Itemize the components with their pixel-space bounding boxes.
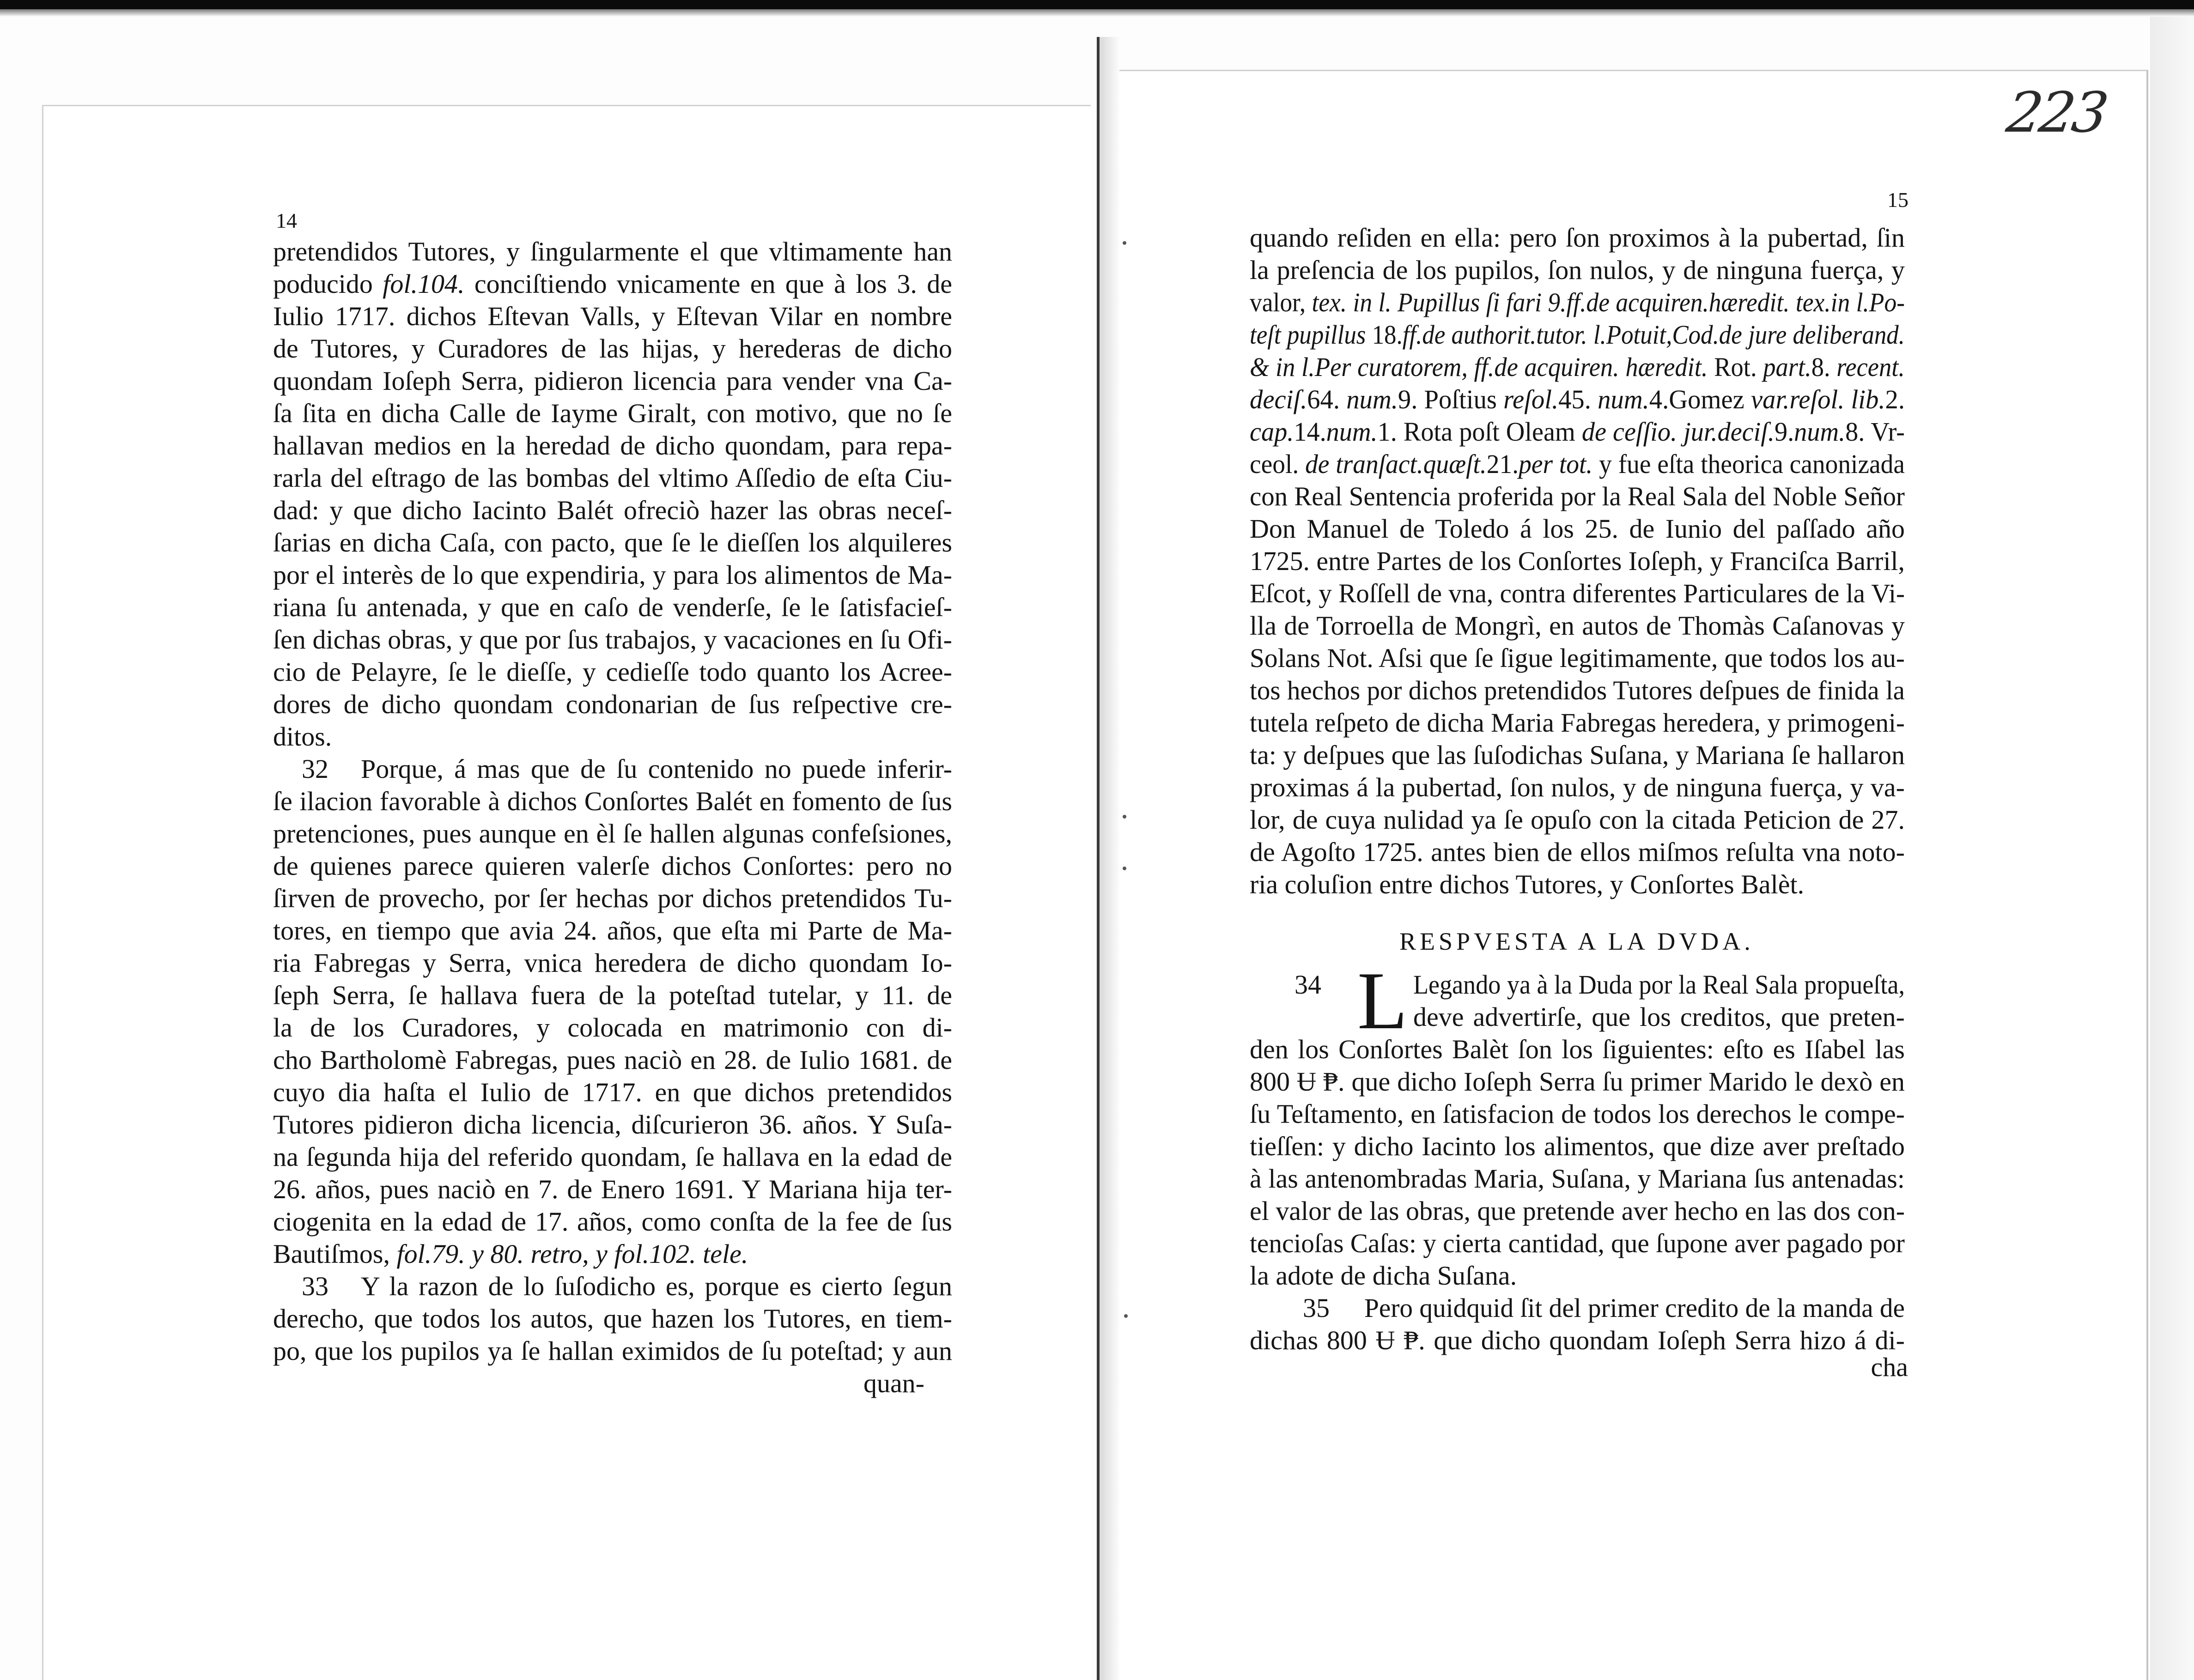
- citation-segment: & in l.Per curatorem, ff.de acquiren. hæredit.: [1250, 352, 1708, 382]
- citation-segment: per tot.: [1519, 449, 1593, 479]
- line-text: cuyo dia haſta el Iulio de 1717. en que dichos pretendidos: [273, 1077, 952, 1107]
- line-text: tieſſen: y dicho Iacinto los alimentos, que dize aver preſtado: [1250, 1131, 1905, 1161]
- line-text: ſen dichas obras, y que por ſus trabajos, y vacaciones en ſu Ofi-: [273, 625, 952, 655]
- citation-segment: teſt pupillus: [1250, 320, 1372, 350]
- line-text: tencioſas Caſas: y cierta cantidad, que ſupone aver pagado por: [1250, 1228, 1905, 1258]
- text-segment: 18.: [1372, 320, 1403, 350]
- line-text: [1250, 383, 1905, 416]
- line-text: quondam Ioſeph Serra, pidieron licencia para vender vna Ca-: [273, 366, 952, 396]
- line-text: proximas á la pubertad, ſon nulos, y de ninguna fuerça, y va-: [1250, 772, 1905, 802]
- text-line: [1250, 577, 1905, 610]
- text-line: [273, 753, 952, 785]
- text-segment: valor,: [1250, 287, 1312, 317]
- text-line: [273, 1012, 952, 1044]
- text-line: [273, 624, 952, 656]
- text-line: [273, 236, 952, 268]
- text-segment: Rot.: [1708, 352, 1763, 382]
- line-text: derecho, que todos los autos, que hazen los Tutores, en tiem-: [273, 1304, 952, 1334]
- line-text: po, que los pupilos ya ſe hallan eximidos de ſu poteſtad; y aun: [273, 1336, 952, 1366]
- paragraph: [1250, 222, 1905, 901]
- line-text: [1250, 416, 1905, 448]
- line-text: Iulio 1717. dichos Eſtevan Valls, y Eſtevan Vilar en nombre: [273, 301, 952, 331]
- text-line: [1250, 674, 1905, 707]
- line-text: den los Conſortes Balèt ſon los ſiguientes: eſto es Iſabel las: [1250, 1034, 1905, 1064]
- citation-segment: deciſ.: [1250, 384, 1307, 414]
- text-line: [1250, 739, 1905, 771]
- text-segment: poducido: [273, 269, 383, 299]
- text-line: [273, 591, 952, 624]
- text-line: [1250, 1066, 1905, 1098]
- text-line: [273, 785, 952, 818]
- text-line: [1250, 642, 1905, 674]
- citation-segment: ff.de authorit.tutor. l.Potuit,Cod.de jure deliberand.: [1402, 320, 1905, 350]
- page-number-right: 15: [1887, 188, 1908, 212]
- line-text: 26. años, pues naciò en 7. de Enero 1691. Y Mariana hija ter-: [273, 1174, 952, 1204]
- citation-segment: var.reſol. lib.: [1750, 384, 1885, 414]
- line-text: dores de dicho quondam condonarian de ſus reſpective cre-: [273, 689, 952, 719]
- text-segment: 8.: [1811, 352, 1837, 382]
- drop-cap: L: [1357, 955, 1408, 1046]
- page-number-left: 14: [276, 209, 297, 232]
- line-text: el valor de las obras, que pretende aver hecho en las dos con-: [1250, 1196, 1905, 1226]
- text-line: [273, 300, 952, 333]
- text-segment: 4.Gomez: [1649, 384, 1751, 414]
- line-text: ciogenita en la edad de 17. años, como conſta de la fee de ſus: [273, 1207, 952, 1237]
- citation-segment: de ceſſio. jur.deciſ.: [1581, 417, 1775, 447]
- scan-speck: [1124, 1314, 1128, 1318]
- gutter-shadow: [1100, 37, 1120, 1680]
- line-text: cho Bartholomè Fabregas, pues naciò en 28. de Iulio 1681. de: [273, 1045, 952, 1075]
- line-text: na ſegunda hija del referido quondam, ſe hallava en la edad de: [273, 1142, 952, 1172]
- text-line: [1250, 383, 1905, 416]
- line-text: de quienes parece quieren valerſe dichos Conſortes: pero no: [273, 851, 952, 881]
- text-line: [1250, 545, 1905, 577]
- text-line: [273, 915, 952, 947]
- line-text: [1250, 448, 1905, 480]
- paragraph-number: 34: [1295, 970, 1321, 1000]
- catchword-left: quan-: [863, 1368, 924, 1398]
- line-text: pretenciones, pues aunque en èl ſe hallen algunas confeſsiones,: [273, 819, 952, 849]
- text-segment: 9. Poſtius: [1398, 384, 1504, 414]
- text-line: [273, 268, 952, 300]
- line-text: ta: y deſpues que las ſuſodichas Suſana, y Mariana ſe hallaron: [1250, 740, 1905, 770]
- text-line: [273, 1335, 952, 1367]
- line-text: Tutores pidieron dicha licencia, diſcurieron 36. años. Y Suſa-: [273, 1110, 952, 1140]
- citation-segment: tex. in l. Pupillus ſi fari 9.ff.de acquiren.hæredit. tex.in l.Po-: [1312, 287, 1905, 317]
- text-segment: conciſtiendo vnicamente en que à los 3. de: [464, 269, 952, 299]
- line-text: [1250, 286, 1905, 319]
- citation-segment: part.: [1763, 352, 1811, 382]
- citation-segment: reſol.: [1503, 384, 1559, 414]
- text-line: [273, 333, 952, 365]
- line-text: ditos.: [273, 722, 332, 752]
- paragraph: [1250, 955, 1905, 1292]
- citation-segment: de tranſact.quæſt.: [1305, 449, 1487, 479]
- line-text: [1250, 351, 1905, 383]
- line-text: lor, de cuya nulidad ya ſe opuſo con la citada Peticion de 27.: [1250, 805, 1905, 835]
- citation-segment: num.: [1346, 384, 1398, 414]
- paragraph-number: 35: [1303, 1293, 1330, 1323]
- text-line: [1250, 836, 1905, 868]
- line-text: por el interès de lo que expendiria, y para los alimentos de Ma-: [273, 560, 952, 590]
- paragraph-number: 32: [302, 754, 328, 784]
- text-line: [273, 462, 952, 494]
- text-line: [1250, 513, 1905, 545]
- text-line: [1250, 771, 1905, 804]
- text-line: [1250, 1098, 1905, 1130]
- line-text: Eſcot, y Roſſell de vna, contra diferentes Particulares de la Vi-: [1250, 578, 1905, 608]
- scan-speck: [1123, 815, 1126, 819]
- text-line: [1250, 254, 1905, 286]
- text-line: [273, 1270, 952, 1303]
- line-text: cio de Pelayre, ſe le dieſſe, y cedieſſe todo quanto los Acree-: [273, 657, 952, 687]
- left-page-text: [273, 236, 952, 1367]
- text-line: [1250, 1033, 1905, 1066]
- line-text: Pero quidquid ſit del primer credito de la manda de: [1364, 1293, 1905, 1323]
- text-line: [1250, 969, 1905, 1001]
- line-text: ſe ilacion favorable à dichos Conſortes Balét en fomento de ſus: [273, 786, 952, 816]
- text-segment: 14.: [1294, 417, 1326, 447]
- text-line: [273, 947, 952, 979]
- line-text: rarla del eſtrago de las bombas del vltimo Aſſedio de eſta Ciu-: [273, 463, 952, 493]
- citation-segment: num.: [1598, 384, 1649, 414]
- text-line: [273, 1206, 952, 1238]
- text-segment: 64.: [1307, 384, 1347, 414]
- line-text: la de los Curadores, y colocada en matrimonio con di-: [273, 1013, 952, 1043]
- text-segment: Bautiſmos,: [273, 1239, 397, 1269]
- text-line: [273, 1076, 952, 1109]
- text-line: [273, 1173, 952, 1206]
- text-segment: 9.: [1774, 417, 1794, 447]
- text-line: [1250, 1163, 1905, 1195]
- paragraph: [273, 236, 952, 753]
- text-line: [273, 688, 952, 721]
- right-page-edge-shade: [2150, 17, 2194, 1680]
- citation-segment: num.: [1794, 417, 1846, 447]
- text-line: [1250, 868, 1905, 901]
- text-line: [1250, 286, 1905, 319]
- text-segment: 8. Vr-: [1845, 417, 1905, 447]
- line-text: Porque, á mas que de ſu contenido no puede inferir-: [361, 754, 952, 784]
- line-text: tores, en tiempo que avia 24. años, que eſta mi Parte de Ma-: [273, 916, 952, 946]
- line-text: pretendidos Tutores, y ſingularmente el que vltimamente han: [273, 237, 952, 267]
- text-line: [1250, 448, 1905, 480]
- scan-top-edge: [0, 0, 2194, 9]
- text-line: [273, 721, 952, 753]
- text-segment: 2.: [1885, 384, 1905, 414]
- text-segment: y fue eſta theorica canonizada: [1592, 449, 1905, 479]
- line-text: ſu Teſtamento, en ſatisfacion de todos los derechos le compe-: [1250, 1099, 1905, 1129]
- line-text: ria coluſion entre dichos Tutores, y Conſortes Balèt.: [1250, 869, 1805, 899]
- text-line: [1250, 416, 1905, 448]
- line-text: [273, 1239, 748, 1269]
- text-line: [273, 818, 952, 850]
- citation-segment: recent.: [1836, 352, 1905, 382]
- text-line: [273, 979, 952, 1012]
- line-text: Y la razon de lo ſuſodicho es, porque es cierto ſegun: [361, 1271, 952, 1301]
- text-segment: 1. Rota poſt Oleam: [1377, 417, 1582, 447]
- text-line: [273, 527, 952, 559]
- citation-segment: cap.: [1250, 417, 1294, 447]
- line-text: de Tutores, y Curadores de las hijas, y herederas de dicho: [273, 334, 952, 364]
- line-text: ſa ſita en dicha Calle de Iayme Giralt, con motivo, que no ſe: [273, 398, 952, 428]
- scan-speck: [1123, 867, 1126, 870]
- line-text: 1725. entre Partes de los Conſortes Ioſeph, y Franciſca Barril,: [1250, 546, 1905, 576]
- text-line: [273, 1044, 952, 1076]
- line-text: dad: y que dicho Iacinto Balét ofreciò hazer las obras neceſ-: [273, 495, 952, 525]
- line-text: deve advertirſe, que los creditos, que preten-: [1413, 1002, 1905, 1032]
- section-heading: RESPVESTA A LA DVDA.: [1399, 928, 1754, 955]
- line-text: [1250, 319, 1905, 351]
- line-text: ſarias en dicha Caſa, con pacto, que ſe le dieſſen los alquileres: [273, 528, 952, 558]
- text-segment: ceol.: [1250, 449, 1306, 479]
- line-text: Solans Not. Aſsi que ſe ſigue legitimamente, que todos los au-: [1250, 643, 1905, 673]
- line-text: ſeph Serra, ſe hallava fuera de la poteſtad tutelar, y 11. de: [273, 980, 952, 1010]
- text-line: [1250, 1130, 1905, 1163]
- text-line: [273, 559, 952, 591]
- line-text: lla de Torroella de Mongrì, en autos de Thomàs Caſanovas y: [1250, 611, 1905, 641]
- text-segment: 45.: [1558, 384, 1598, 414]
- line-text: con Real Sentencia proferida por la Real Sala del Noble Señor: [1250, 481, 1905, 511]
- text-line: [273, 1303, 952, 1335]
- text-line: [1250, 1195, 1905, 1227]
- line-text: la adote de dicha Suſana.: [1250, 1261, 1517, 1291]
- handwritten-folio-number: 223: [2003, 81, 2109, 145]
- line-text: hallavan medios en la heredad de dicho quondam, para repa-: [273, 431, 952, 461]
- text-line: [1250, 707, 1905, 739]
- text-line: [273, 882, 952, 915]
- text-line: [1250, 480, 1905, 513]
- scan-speck: [1123, 241, 1126, 245]
- line-text: la preſencia de los pupilos, ſon nulos, y de ninguna fuerça, y: [1250, 255, 1905, 285]
- line-text: Don Manuel de Toledo á los 25. de Iunio del paſſado año: [1250, 514, 1905, 544]
- line-text: dichas 800 Ʉ ₱. que dicho quondam Ioſeph Serra hizo á di-: [1250, 1325, 1905, 1355]
- text-line: [273, 1141, 952, 1173]
- text-line: [1250, 1001, 1905, 1033]
- paragraph-number: 33: [302, 1271, 328, 1301]
- text-line: [273, 1109, 952, 1141]
- line-text: ſirven de provecho, por ſer hechas por dichos pretendidos Tu-: [273, 883, 952, 913]
- text-line: [1250, 804, 1905, 836]
- citation-segment: num.: [1326, 417, 1378, 447]
- text-line: [273, 1238, 952, 1270]
- line-text: 800 Ʉ ₱. que dicho Ioſeph Serra ſu primer Marido le dexò en: [1250, 1067, 1905, 1097]
- text-line: [1250, 222, 1905, 254]
- paragraph: [1250, 1292, 1905, 1357]
- line-text: ria Fabregas y Serra, vnica heredera de dicho quondam Io-: [273, 948, 952, 978]
- scan-top-shadow: [0, 9, 2194, 17]
- text-line: [1250, 1260, 1905, 1292]
- text-line: [273, 397, 952, 430]
- text-line: [1250, 610, 1905, 642]
- text-line: [1250, 319, 1905, 351]
- text-line: [273, 494, 952, 527]
- text-line: [1250, 1227, 1905, 1260]
- text-line: [1250, 1292, 1905, 1324]
- line-text: [273, 269, 952, 299]
- text-line: [273, 430, 952, 462]
- text-segment: 21.: [1486, 449, 1519, 479]
- line-text: de Agoſto 1725. antes bien de ellos miſmos reſulta vna noto-: [1250, 837, 1905, 867]
- line-text: Legando ya à la Duda por la Real Sala propueſta,: [1413, 970, 1905, 1000]
- right-page-text: [1250, 222, 1905, 1357]
- line-text: à las antenombradas Maria, Suſana, y Mariana ſus antenadas:: [1250, 1164, 1905, 1194]
- line-text: quando reſiden en ella: pero ſon proximos à la pubertad, ſin: [1250, 223, 1905, 253]
- catchword-right: cha: [1871, 1352, 1908, 1382]
- text-line: [1250, 351, 1905, 383]
- text-line: [273, 365, 952, 397]
- text-line: [273, 850, 952, 882]
- paragraph: [273, 753, 952, 1270]
- paragraph: [273, 1270, 952, 1367]
- line-text: riana ſu antenada, y que en caſo de venderſe, ſe le ſatisfacieſ-: [273, 592, 952, 622]
- line-text: tos hechos por dichos pretendidos Tutores deſpues de finida la: [1250, 675, 1905, 705]
- line-text: tutela reſpeto de dicha Maria Fabregas heredera, y primogeni-: [1250, 708, 1905, 738]
- citation-segment: fol.79. y 80. retro, y fol.102. tele.: [396, 1239, 748, 1269]
- citation-segment: fol.104.: [383, 269, 465, 299]
- text-line: [273, 656, 952, 688]
